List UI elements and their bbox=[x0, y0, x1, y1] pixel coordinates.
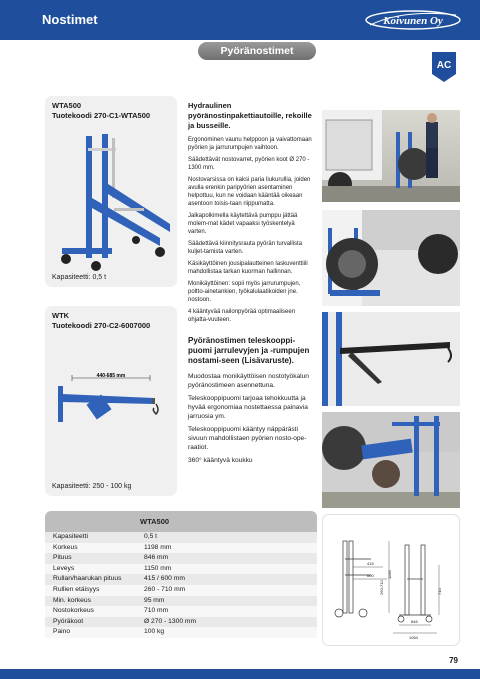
wtk-capacity: Kapasiteetti: 250 - 100 kg bbox=[52, 483, 132, 490]
wta500-capacity: Kapasiteetti: 0,5 t bbox=[52, 274, 107, 281]
section-title: Pyöränostimet bbox=[198, 42, 316, 60]
wta500-name: WTA500 bbox=[52, 101, 82, 110]
footer-bar bbox=[0, 669, 480, 679]
desc2-paragraph: Muodostaa monikäyttöisen nostotyökalun pyöränostimeen asennettuna. bbox=[188, 373, 309, 389]
spec-value: 260 - 710 mm bbox=[144, 585, 186, 593]
table-row bbox=[45, 596, 317, 607]
svg-text:846: 846 bbox=[411, 619, 418, 624]
spec-table bbox=[45, 511, 317, 638]
wheel-lift-image bbox=[52, 128, 172, 274]
telescopic-boom-image bbox=[54, 372, 172, 432]
wta500-description bbox=[182, 96, 318, 324]
desc2-paragraph: Teleskooppipuomi tarjoaa tehokkuutta ja hyvää ergonomiaa nostettaessa painavia jarruosia ym. bbox=[188, 395, 308, 420]
desc2-paragraph: 360° kääntyvä koukku bbox=[188, 457, 253, 464]
table-row bbox=[45, 543, 317, 554]
koivunen-logo bbox=[364, 9, 462, 31]
table-row bbox=[45, 606, 317, 617]
spec-value: Ø 270 - 1300 mm bbox=[144, 617, 197, 625]
spec-key: Paino bbox=[53, 628, 71, 636]
spec-key: Rullan/haarukan pituus bbox=[53, 575, 122, 583]
desc1-paragraph: Jalkapolkimella käytettävä pumppu jättää molem-mat kädet vapaaksi työskentelyä varten. bbox=[188, 213, 298, 235]
desc1-paragraph: Nostovarsissa on kaksi paria liukurullia, joiden avulla erenkin paripyörien asentaminen helpottuu, kun ne voidaan kääntää oikeaan asentoon toisis-taan riippumatta. bbox=[188, 177, 311, 207]
table-row bbox=[45, 564, 317, 575]
spec-key: Nostokorkeus bbox=[53, 607, 94, 615]
photo-truck-wheel bbox=[322, 210, 460, 306]
page-number: 79 bbox=[449, 656, 458, 665]
svg-text:260-710: 260-710 bbox=[379, 580, 384, 595]
spec-value: 710 mm bbox=[144, 607, 169, 615]
photo-worker-with-lift bbox=[322, 110, 460, 202]
photo-brake-drum-lift bbox=[322, 412, 460, 508]
svg-text:1198: 1198 bbox=[387, 570, 392, 579]
spec-value: 100 kg bbox=[144, 628, 165, 636]
spec-key: Pituus bbox=[53, 554, 72, 562]
spec-value: 0,5 t bbox=[144, 533, 158, 540]
technical-drawing-box bbox=[322, 514, 460, 646]
svg-text:415: 415 bbox=[367, 561, 374, 566]
spec-key: Rullien etäisyys bbox=[53, 585, 100, 593]
wta500-description-heading: Hydraulinen pyöränostinpakettiautoille, rekoille ja busseille. bbox=[188, 101, 312, 130]
spec-value: 1150 mm bbox=[144, 564, 172, 572]
wtk-description bbox=[182, 330, 318, 496]
desc2-paragraph: Teleskooppipuomi kääntyy näppärästi sivuun mahdollistaen pyörien nosto-ope-raatiot. bbox=[188, 426, 307, 451]
spec-value: 846 mm bbox=[144, 554, 169, 562]
spec-value: 415 / 600 mm bbox=[144, 575, 185, 583]
svg-text:710: 710 bbox=[437, 588, 442, 595]
table-row bbox=[45, 532, 317, 543]
svg-text:Koivunen Oy: Koivunen Oy bbox=[383, 15, 443, 27]
svg-text:600: 600 bbox=[367, 573, 374, 578]
spec-value: 1198 mm bbox=[144, 543, 172, 551]
wtk-name: WTK bbox=[52, 311, 70, 320]
table-row bbox=[45, 585, 317, 596]
spec-table-body bbox=[45, 532, 317, 638]
desc1-paragraph: Monikäyttöinen: sopii myös jarrurumpujen, poltto-ainetankien, työkalulaatikoiden jne. nostoon. bbox=[188, 281, 301, 303]
desc1-paragraph: Ergonominen vaunu helppoon ja vaivattomaan pyörien ja jarrurumpujen vaihtoon. bbox=[188, 137, 312, 151]
spec-table-header: WTA500 bbox=[45, 511, 317, 532]
spec-key: Korkeus bbox=[53, 543, 78, 551]
table-row bbox=[45, 617, 317, 628]
spec-key: Pyöräkoot bbox=[53, 617, 84, 625]
desc1-paragraph: Säädettävät nostovarret, pyörien koot Ø 270 - 1300 mm. bbox=[188, 157, 310, 171]
spec-key: Min. korkeus bbox=[53, 596, 91, 604]
desc1-paragraph: Säädettävä kiinnitysrauta pyörän turvallista kuljet-tamista varten. bbox=[188, 241, 303, 255]
desc1-paragraph: Käsikäyttöinen jousipalautteinen laskuventtiili mahdollistaa tarkan kuorman hallinnan. bbox=[188, 261, 308, 275]
table-row bbox=[45, 627, 317, 638]
wta500-code: Tuotekoodi 270-C1-WTA500 bbox=[52, 111, 151, 120]
header-bar bbox=[0, 0, 480, 40]
svg-text:1064: 1064 bbox=[409, 635, 418, 640]
page-title: Nostimet bbox=[42, 12, 98, 27]
table-row bbox=[45, 574, 317, 585]
technical-drawing bbox=[323, 515, 461, 647]
desc1-paragraph: 4 kääntyvää nailonpyörää optimaaliseen ohjatta-vuuteen. bbox=[188, 309, 296, 323]
spec-key: Kapasiteetti bbox=[53, 533, 88, 540]
photo-boom-closeup bbox=[322, 312, 460, 406]
svg-text:440-685 mm: 440-685 mm bbox=[96, 373, 126, 379]
spec-value: 95 mm bbox=[144, 596, 165, 604]
spec-key: Leveys bbox=[53, 564, 75, 572]
ac-badge-icon bbox=[432, 52, 456, 82]
wtk-code: Tuotekoodi 270-C2-6007000 bbox=[52, 321, 151, 330]
wtk-description-heading: Pyöränostimen teleskooppi- puomi jarrulevyjen ja -rumpujen nostami-seen (Lisävaruste). bbox=[188, 336, 310, 365]
table-row bbox=[45, 553, 317, 564]
svg-text:AC: AC bbox=[436, 60, 452, 71]
